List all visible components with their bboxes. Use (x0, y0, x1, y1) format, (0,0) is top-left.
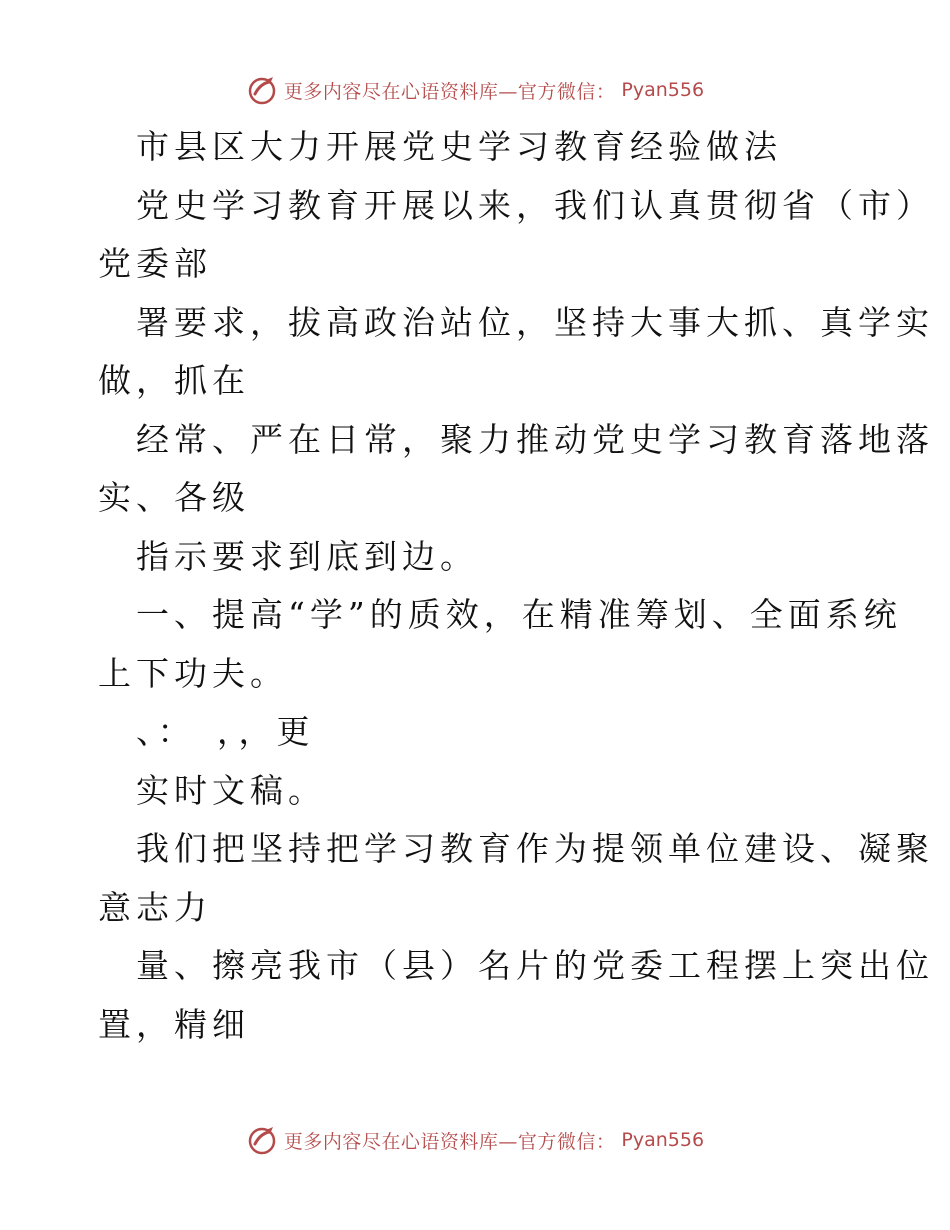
paragraph-line: 实时文稿。 (136, 770, 326, 810)
paragraph-line: 党史学习教育开展以来，我们认真贯彻省（市） (136, 185, 934, 225)
watermark-text: 更多内容尽在心语资料库—官方微信： (283, 1130, 616, 1153)
section-heading: 一、提高“学”的质效，在精准筹划、全面系统 (136, 595, 902, 634)
paragraph-line: 经常、严在日常，聚力推动党史学习教育落地落 (136, 419, 934, 459)
paragraph-line: 做，抓在 (98, 361, 250, 400)
paragraph-line: 意志力 (98, 887, 212, 927)
document-body (98, 118, 934, 1054)
paragraph-line: 、： ，，更 (136, 712, 315, 751)
logo-icon (246, 74, 278, 106)
section-heading: 上下功夫。 (98, 653, 288, 693)
paragraph-line: 实、各级 (98, 478, 250, 517)
paragraph-line: 我们把坚持把学习教育作为提领单位建设、凝聚 (136, 829, 934, 868)
paragraph-line: 党委部 (98, 244, 212, 283)
paragraph-line: 量、擦亮我市（县）名片的党委工程摆上突出位 (136, 946, 934, 985)
paragraph-line: 署要求，拔高政治站位，坚持大事大抓、真学实 (136, 302, 934, 342)
paragraph-line: 置，精细 (98, 1004, 250, 1044)
logo-icon (246, 1124, 278, 1156)
watermark-id: Pyan556 (621, 1129, 705, 1151)
document-title: 市县区大力开展党史学习教育经验做法 (136, 127, 782, 166)
watermark-footer (0, 1120, 950, 1160)
watermark-id: Pyan556 (621, 79, 705, 101)
watermark-header (0, 70, 950, 110)
paragraph-line: 指示要求到底到边。 (136, 536, 478, 576)
watermark-text: 更多内容尽在心语资料库—官方微信： (283, 80, 616, 103)
